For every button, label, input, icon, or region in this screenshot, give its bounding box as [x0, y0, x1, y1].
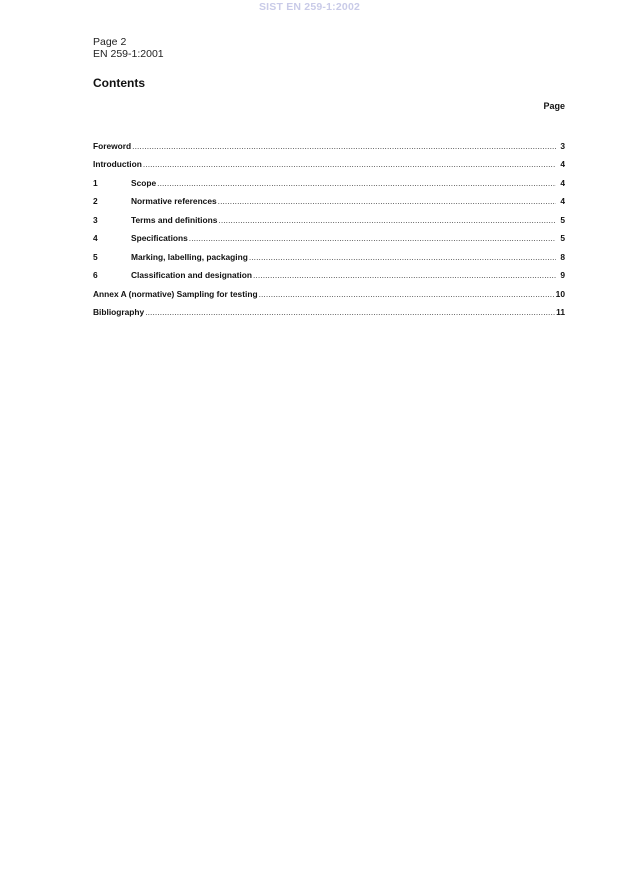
toc-leader-dots [253, 270, 556, 280]
toc-leader-dots [218, 196, 556, 206]
toc-leader-dots [189, 233, 556, 243]
toc-entry-page: 3 [560, 140, 565, 151]
toc-leader-dots [145, 307, 555, 317]
toc-entry-page: 5 [560, 214, 565, 225]
toc-entry-title: Normative references [131, 196, 217, 206]
toc-entry-bibliography[interactable] [93, 299, 565, 318]
toc-entry-page: 4 [560, 159, 565, 169]
standard-identifier: EN 259-1:2001 [93, 47, 164, 60]
toc-entry-title: Specifications [131, 233, 188, 243]
toc-entry-page: 4 [560, 177, 565, 188]
toc-entry-normative-references[interactable] [93, 188, 565, 207]
toc-entry-terms-and-definitions[interactable] [93, 206, 565, 225]
page-number-label: Page 2 [93, 36, 127, 48]
toc-entry-title: Introduction [93, 159, 142, 169]
toc-entry-page: 9 [560, 270, 565, 280]
contents-heading: Contents [93, 76, 145, 90]
toc-entry-foreword[interactable] [93, 132, 565, 151]
toc-entry-classification-and-designation[interactable] [93, 262, 565, 281]
toc-entry-specifications[interactable] [93, 225, 565, 244]
toc-entry-number: 3 [93, 214, 98, 225]
toc-entry-title: Terms and definitions [131, 214, 218, 225]
toc-entry-title: Marking, labelling, packaging [131, 251, 248, 262]
page-header [93, 37, 164, 60]
toc-entry-page: 8 [560, 251, 565, 262]
toc-leader-dots [132, 141, 556, 151]
watermark-text: SIST EN 259-1:2002 [258, 1, 361, 13]
toc-leader-dots [143, 159, 556, 169]
toc-entry-page: 4 [560, 196, 565, 206]
table-of-contents [93, 132, 565, 317]
toc-entry-title: Classification and designation [131, 270, 252, 280]
toc-entry-number: 1 [93, 177, 98, 188]
toc-entry-page: 11 [556, 307, 565, 317]
toc-entry-introduction[interactable] [93, 151, 565, 170]
toc-leader-dots [259, 289, 555, 299]
toc-entry-scope[interactable] [93, 169, 565, 188]
toc-entry-number: 4 [93, 233, 98, 243]
toc-leader-dots [218, 215, 556, 225]
toc-entry-annex-a[interactable] [93, 280, 565, 299]
page-column-heading: Page [543, 101, 565, 111]
toc-entry-number: 5 [93, 251, 98, 262]
toc-entry-title: Scope [131, 177, 157, 188]
toc-entry-number: 2 [93, 196, 98, 206]
toc-entry-page: 10 [555, 288, 565, 299]
toc-entry-title: Foreword [93, 140, 132, 151]
toc-entry-title: Bibliography [93, 307, 145, 317]
toc-entry-number: 6 [93, 270, 98, 280]
toc-leader-dots [249, 252, 556, 262]
toc-entry-page: 5 [560, 233, 565, 243]
toc-entry-marking-labelling-packaging[interactable] [93, 243, 565, 262]
toc-leader-dots [157, 178, 556, 188]
toc-entry-title: Annex A (normative) Sampling for testing [93, 288, 258, 299]
